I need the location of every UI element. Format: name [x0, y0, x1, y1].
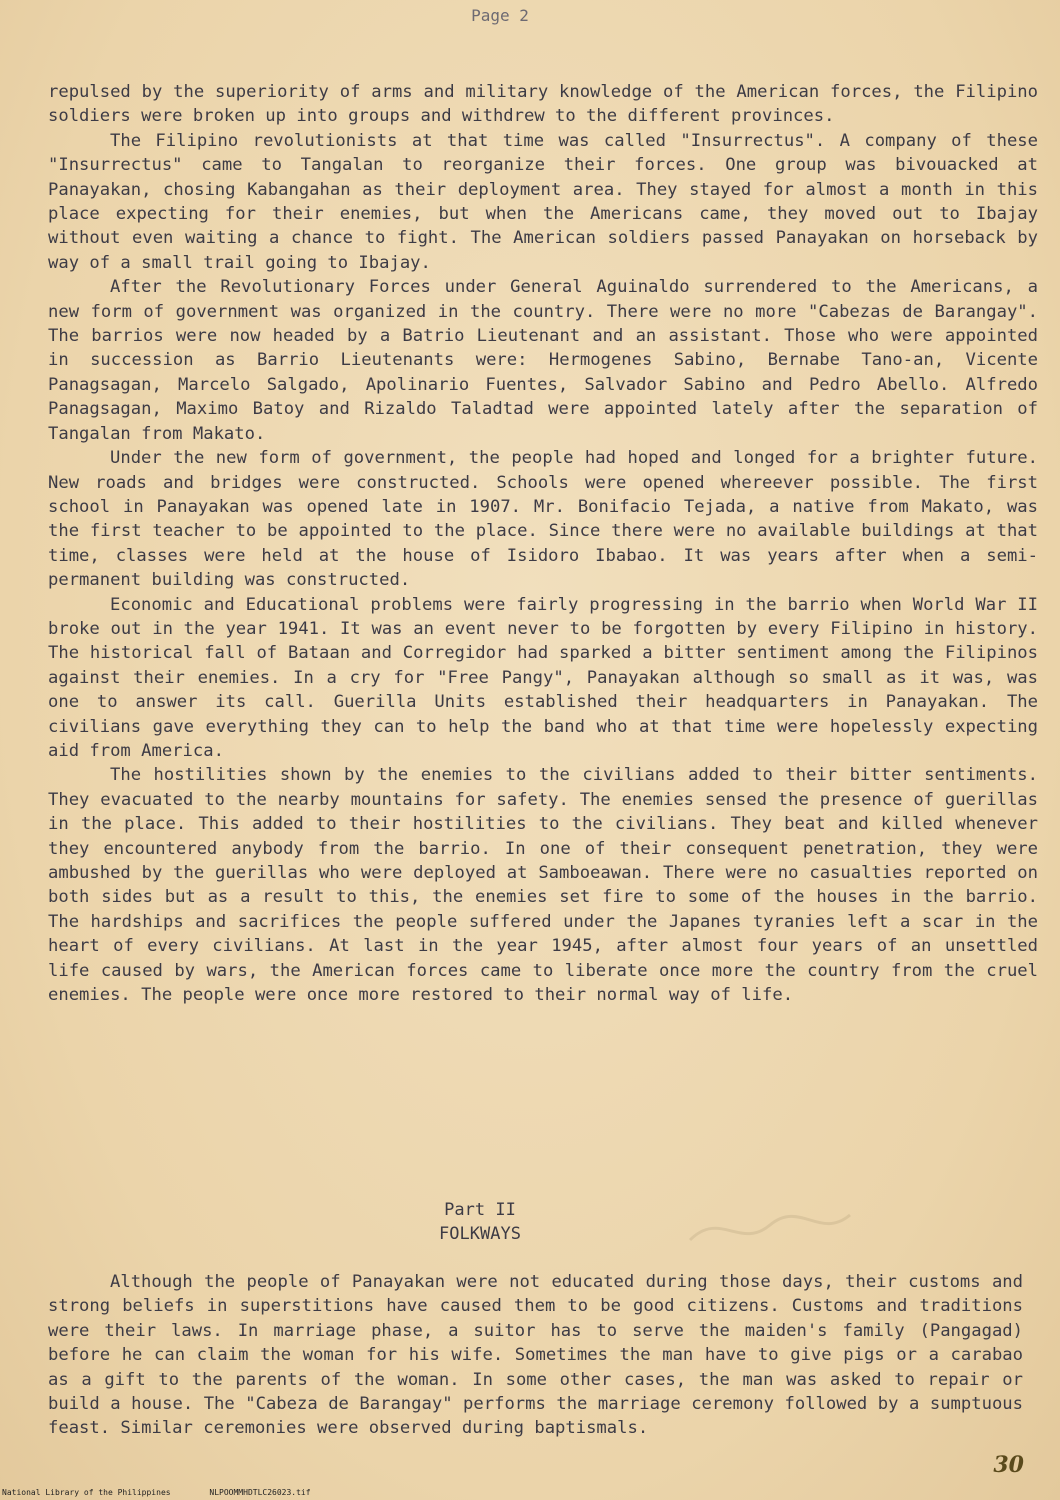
- archive-footer: [0, 1486, 1060, 1500]
- paragraph-insurrectus: The Filipino revolutionists at that time was called "Insurrectus". A company of these "Insurrectus" came to Tangalan to reorganize their forces. One group was bivouacked at Panayakan, chosing Kabangahan as their deployment area. They stayed for almost a month in this place expecting for their enemies, but when the Americans came, they moved out to Ibajay without even waiting a chance to fight. The American soldiers passed Panayakan on horseback by way of a small trail going to Ibajay.: [48, 130, 1038, 273]
- paragraph-hostilities: The hostilities shown by the enemies to the civilians added to their bitter sentiments. They evacuated to the nearby mountains for safety. The enemies sensed the presence of guerillas in the place. This added to their hostilities to the civilians. They beat and killed whenever they encountered anybody from the barrio. In one of their consequent penetration, they were ambushed by the guerillas who were deployed at Samboeawan. There were no casualties reported on both sides but as a result to this, the enemies set fire to some of the houses in the barrio. The hardships and sacrifices the people suffered under the Japanes tyranies left a scar in the heart of every civilians. At last in the year 1945, after almost four years of an unsettled life caused by wars, the American forces came to liberate once more the country from the cruel enemies. The people were once more restored to their normal way of life.: [48, 765, 1038, 1006]
- paragraph-continuation: repulsed by the superiority of arms and military knowledge of the American forces, the Filipino soldiers were broken up into groups and withdrew to the different provinces.: [48, 82, 1038, 127]
- part2-heading: Part II: [444, 1200, 516, 1220]
- paragraph-folkways: Although the people of Panayakan were not educated during those days, their customs and strong beliefs in superstitions have caused them to be good citizens. Customs and traditions were their laws. In marriage phase, a suitor has to serve the maiden's family (Pangagad) before he can claim the woman for his wife. Sometimes the man have to give pigs or a carabao as a gift to the parents of the woman. In some other cases, the man was asked to repair or build a house. The "Cabeza de Barangay" performs the marriage ceremony followed by a sumptuous feast. Similar ceremonies were observed during baptismals.: [48, 1272, 1023, 1439]
- file-id: NLPOOMMHDTLC26023.tif: [209, 1488, 311, 1497]
- paragraph-world-war-ii: Economic and Educational problems were fairly progressing in the barrio when World War II broke out in the year 1941. It was an event never to be forgotten by every Filipino in history. The historical fall of Bataan and Corregidor had sparked a bitter sentiment among the Filipinos against their enemies. In a cry for "Free Pangy", Panayakan although so small as it was, was one to answer its call. Guerilla Units established their headquarters in Panayakan. The civilians gave everything they can to help the band who at that time were hopelessly expecting aid from America.: [48, 594, 1038, 761]
- page-number: Page 2: [471, 6, 529, 25]
- archive-name: National Library of the Philippines: [2, 1488, 171, 1497]
- handwritten-page-mark: 30: [993, 1452, 1024, 1478]
- part2-subheading: FOLKWAYS: [439, 1224, 521, 1244]
- part1-body: [48, 80, 1038, 1007]
- part2-body: [48, 1270, 1023, 1441]
- paragraph-schools: Under the new form of government, the people had hoped and longed for a brighter future. New roads and bridges were constructed. Schools were opened whereever possible. The first school in Panayakan was opened late in 1907. Mr. Bonifacio Tejada, a native from Makato, was the first teacher to be appointed to the place. Since there were no available buildings at that time, classes were held at the house of Isidoro Ibabao. It was years after when a semi-permanent building was constructed.: [48, 448, 1038, 591]
- paragraph-new-government: After the Revolutionary Forces under General Aguinaldo surrendered to the Americans, a new form of government was organized in the country. There were no more "Cabezas de Barangay". The barrios were now headed by a Batrio Lieutenant and an assistant. Those who were appointed in succession as Barrio Lieutenants were: Hermogenes Sabino, Bernabe Tano-an, Vicente Panagsagan, Marcelo Salgado, Apolinario Fuentes, Salvador Sabino and Pedro Abello. Alfredo Panagsagan, Maximo Batoy and Rizaldo Taladtad were appointed lately after the separation of Tangalan from Makato.: [48, 277, 1038, 444]
- faint-signature-mark: [680, 1200, 860, 1260]
